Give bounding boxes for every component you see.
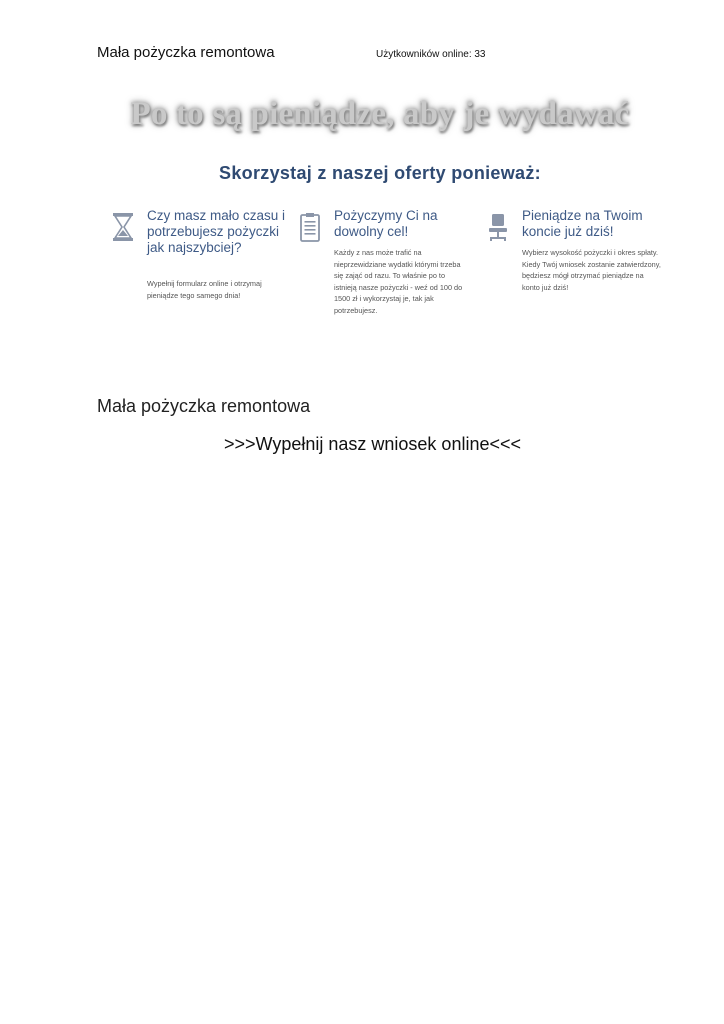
feature-title: Pieniądze na Twoim koncie już dziś!: [522, 208, 643, 239]
feature-description: Wybierz wysokość pożyczki i okres spłaty. Kiedy Twój wniosek zostanie zatwierdzony, będziesz mógł otrzymać pieniądze na konto już dziś!: [522, 248, 661, 292]
feature-title: Czy masz mało czasu i potrzebujesz pożyczki jak najszybciej?: [147, 208, 286, 255]
hourglass-icon: [112, 212, 134, 242]
page-header-title: Mała pożyczka remontowa: [97, 44, 275, 61]
feature-description: Każdy z nas może trafić na nieprzewidziane wydatki którymi trzeba się zająć od razu. To właśnie po to istnieją nasze pożyczki - weź od 100 do 1500 zł i wykorzystaj je, tak jak potrzebujesz.: [334, 248, 463, 315]
office-chair-icon: [487, 212, 509, 242]
section-title: Mała pożyczka remontowa: [97, 396, 311, 416]
feature-description: Wypełnij formularz online i otrzymaj pieniądze tego samego dnia!: [147, 279, 262, 300]
apply-online-link[interactable]: >>>Wypełnij nasz wniosek online<<<: [223, 434, 522, 454]
users-online-counter: Użytkowników online: 33: [376, 49, 486, 60]
clipboard-icon: [299, 212, 321, 242]
feature-title: Pożyczymy Ci na dowolny cel!: [334, 208, 438, 239]
slogan-banner: Po to są pieniądze, aby je wydawać: [130, 96, 630, 132]
offer-heading: Skorzystaj z naszej oferty ponieważ:: [219, 163, 541, 183]
